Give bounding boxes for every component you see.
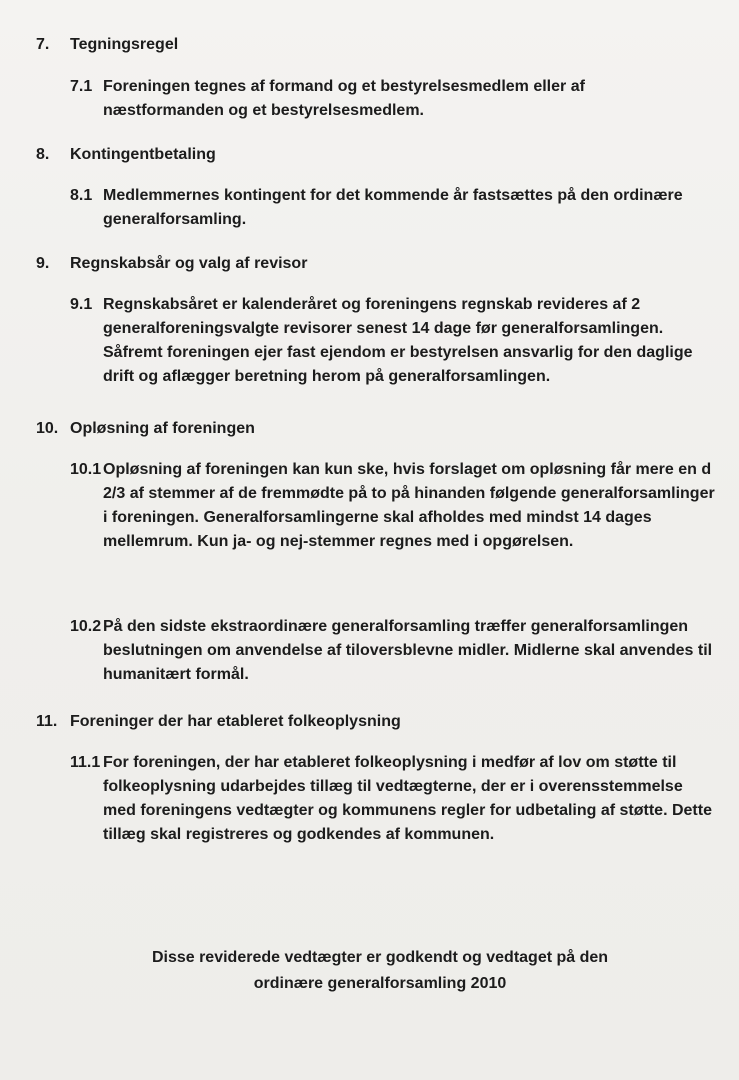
approval-statement bbox=[100, 946, 660, 996]
approval-line-1: Disse reviderede vedtægter er godkendt og vedtaget på den bbox=[151, 949, 609, 966]
paragraph-text: Opløsning af foreningen kan kun ske, hvis forslaget om opløsning får mere en d 2/3 af stemmer af de fremmødte på to på hinanden følgende generalforsamlinger i foreningen. Generalforsamlingerne skal afholdes med mindst 14 dages mellemrum. Kun ja- og nej-stemmer regnes med i opgørelsen. bbox=[103, 461, 715, 550]
paragraph-number: 10.1 bbox=[70, 461, 102, 478]
section-title: Tegningsregel bbox=[70, 36, 179, 53]
approval-line-2: ordinære generalforsamling 2010 bbox=[253, 975, 507, 992]
section-number: 8. bbox=[36, 146, 50, 163]
paragraph-11-1 bbox=[70, 751, 722, 847]
paragraph-number: 10.2 bbox=[70, 618, 102, 635]
section-title: Opløsning af foreningen bbox=[70, 420, 255, 437]
section-title: Foreninger der har etableret folkeoplysning bbox=[70, 713, 401, 730]
paragraph-text: Foreningen tegnes af formand og et bestyrelsesmedlem eller af næstformanden og et bestyrelsesmedlem. bbox=[103, 78, 585, 119]
paragraph-text: For foreningen, der har etableret folkeoplysning i medfør af lov om støtte til folkeoplysning udarbejdes tillæg til vedtægterne, der er i overensstemmelse med foreningens vedtægter og kommunens regler for udbetaling af støtte. Dette tillæg skal registreres og godkendes af kommunen. bbox=[103, 754, 712, 843]
section-number: 9. bbox=[36, 255, 50, 272]
section-9-heading bbox=[36, 252, 307, 276]
section-title: Regnskabsår og valg af revisor bbox=[70, 255, 308, 272]
section-number: 7. bbox=[36, 36, 50, 53]
paragraph-7-1 bbox=[70, 75, 722, 123]
paragraph-text: På den sidste ekstraordinære generalforsamling træffer generalforsamlingen beslutningen om anvendelse af tiloversblevne midler. Midlerne skal anvendes til humanitært formål. bbox=[103, 618, 713, 683]
paragraph-text: Medlemmernes kontingent for det kommende år fastsættes på den ordinære generalforsamling. bbox=[103, 187, 683, 228]
paragraph-number: 7.1 bbox=[70, 78, 93, 95]
paragraph-text: Regnskabsåret er kalenderåret og foreningens regnskab revideres af 2 generalforeningsvalgte revisorer senest 14 dage før generalforsamlingen. Såfremt foreningen ejer fast ejendom er bestyrelsen ansvarlig for den daglige drift og aflægger beretning herom på generalforsamlingen. bbox=[103, 296, 693, 385]
paragraph-number: 11.1 bbox=[70, 754, 101, 771]
paragraph-number: 8.1 bbox=[70, 187, 93, 204]
paragraph-10-2 bbox=[70, 615, 722, 687]
section-8-heading bbox=[36, 143, 216, 167]
section-number: 11. bbox=[36, 713, 58, 730]
section-11-heading bbox=[36, 710, 401, 734]
section-7-heading bbox=[36, 33, 178, 57]
section-number: 10. bbox=[36, 420, 59, 437]
section-title: Kontingentbetaling bbox=[70, 146, 216, 163]
paragraph-10-1 bbox=[70, 458, 722, 554]
paragraph-8-1 bbox=[70, 184, 722, 232]
paragraph-number: 9.1 bbox=[70, 296, 93, 313]
paragraph-9-1 bbox=[70, 293, 722, 389]
section-10-heading bbox=[36, 417, 255, 441]
